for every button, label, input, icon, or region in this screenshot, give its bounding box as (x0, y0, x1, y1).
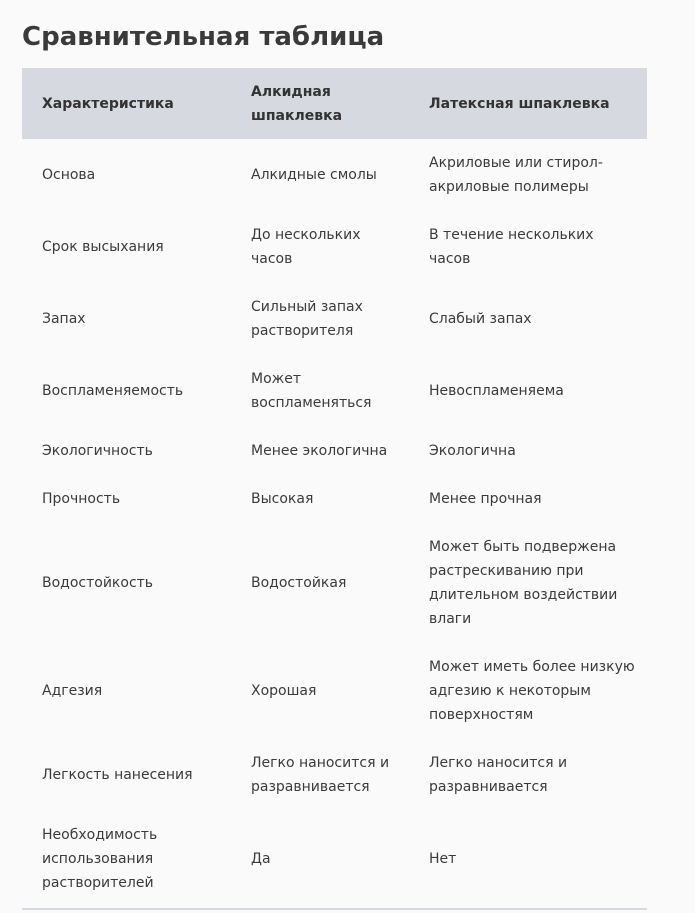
cell-characteristic: Адгезия (42, 683, 103, 699)
table-bottom-rule (22, 908, 647, 910)
table-row (22, 643, 647, 739)
table-header (22, 68, 647, 139)
cell-characteristic: Воспламеняемость (42, 383, 184, 399)
cell-alkyd: Легко наносится и разравнивается (251, 755, 390, 795)
cell-characteristic: Прочность (42, 491, 121, 507)
cell-alkyd: Водостойкая (251, 575, 347, 591)
cell-alkyd: Менее экологична (251, 443, 388, 459)
cell-characteristic: Запах (42, 311, 86, 327)
cell-latex: Акриловые или стирол-акриловые полимеры (429, 155, 603, 195)
cell-characteristic: Экологичность (42, 443, 153, 459)
cell-latex: Слабый запах (429, 311, 532, 327)
cell-latex: Экологична (429, 443, 516, 459)
cell-alkyd: Хорошая (251, 683, 317, 699)
cell-latex: Легко наносится и разравнивается (429, 755, 568, 795)
cell-latex: Менее прочная (429, 491, 542, 507)
cell-latex: Невоспламеняема (429, 383, 564, 399)
table-row (22, 739, 647, 811)
cell-alkyd: Высокая (251, 491, 314, 507)
column-header-alkyd: Алкидная шпаклевка (231, 68, 409, 139)
cell-characteristic: Срок высыхания (42, 239, 164, 255)
cell-alkyd: Алкидные смолы (251, 167, 377, 183)
cell-alkyd: Да (251, 851, 271, 867)
comparison-table (22, 68, 647, 909)
column-header-latex: Латексная шпаклевка (409, 68, 647, 139)
cell-alkyd: До нескольких часов (251, 227, 361, 267)
table-row (22, 283, 647, 355)
table-row (22, 523, 647, 643)
table-row (22, 139, 647, 211)
cell-characteristic: Легкость нанесения (42, 767, 193, 783)
header-row (22, 68, 647, 139)
cell-latex: Может иметь более низкую адгезию к некоторым поверхностям (429, 659, 635, 723)
table-row (22, 475, 647, 523)
table-row (22, 355, 647, 427)
column-header-characteristic: Характеристика (22, 68, 231, 139)
cell-latex: В течение нескольких часов (429, 227, 594, 267)
cell-latex: Может быть подвержена растрескиванию при длительном воздействии влаги (429, 539, 618, 627)
table-row (22, 811, 647, 909)
cell-alkyd: Может воспламеняться (251, 371, 372, 411)
cell-characteristic: Основа (42, 167, 96, 183)
cell-characteristic: Необходимость использования растворителей (42, 827, 158, 891)
cell-alkyd: Сильный запах растворителя (251, 299, 363, 339)
table-row (22, 211, 647, 283)
cell-latex: Нет (429, 851, 457, 867)
page-title: Сравнительная таблица (22, 22, 385, 52)
table-body (22, 139, 647, 909)
table-row (22, 427, 647, 475)
cell-characteristic: Водостойкость (42, 575, 154, 591)
